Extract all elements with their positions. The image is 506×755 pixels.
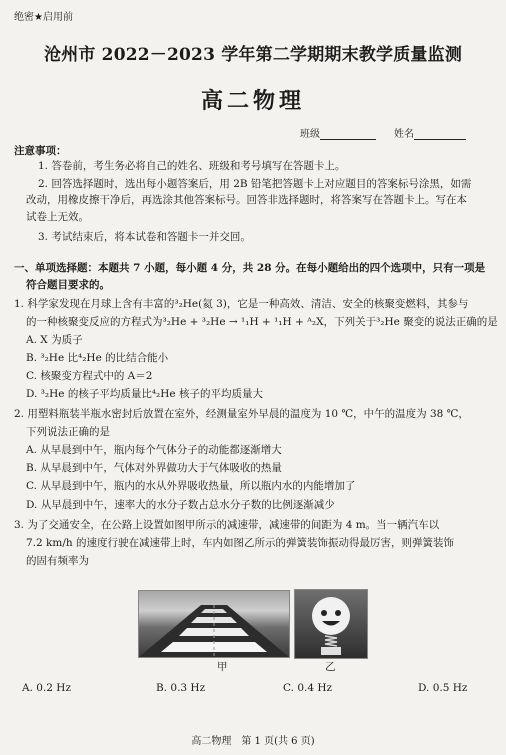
q2-option-b: B. 从早晨到中午，气体对外界做功大于气体吸收的热量: [26, 462, 282, 474]
name-label: 姓名: [394, 129, 414, 140]
q3-stem-line-1: 3. 为了交通安全，在公路上设置如图甲所示的减速带，减速带的间距为 4 m。当一辆汽车以: [14, 519, 440, 531]
section-heading-line-1: 一、单项选择题：本题共 7 小题，每小题 4 分，共 28 分。在每小题给出的四个选项中，只有一项是: [14, 262, 486, 274]
q1-option-b: B. ³₂He 比⁴₂He 的比结合能小: [26, 352, 169, 364]
q3-stem-line-3: 的固有频率为: [26, 555, 89, 567]
q1-stem-line-1: 1. 科学家发现在月球上含有丰富的³₂He(氦 3)，它是一种高效、清洁、安全的核聚变燃料，其参与: [14, 298, 469, 310]
q1-option-a: A. X 为质子: [26, 334, 83, 346]
class-blank: [320, 128, 376, 140]
q2-option-a: A. 从早晨到中午，瓶内每个气体分子的动能都逐渐增大: [26, 444, 282, 456]
class-field: [300, 125, 376, 140]
q3-stem-line-2: 7.2 km/h 的速度行驶在减速带上时，车内如图乙所示的弹簧装饰振动得最厉害，则弹簧装饰: [26, 537, 454, 549]
q2-option-c: C. 从早晨到中午，瓶内的水从外界吸收热量，所以瓶内水的内能增加了: [26, 480, 356, 492]
figure-b-label: 乙: [325, 661, 336, 673]
q1-option-d: D. ³₂He 的核子平均质量比⁴₂He 核子的平均质量大: [26, 388, 263, 400]
subject-title: 高二物理: [200, 88, 305, 114]
q3-option-d: D. 0.5 Hz: [418, 682, 468, 694]
note-2-line-3: 试卷上无效。: [26, 211, 89, 223]
notes-title: 注意事项：: [14, 145, 67, 157]
note-1: 1. 答卷前，考生务必将自己的姓名、班级和考号填写在答题卡上。: [38, 160, 346, 172]
exam-title: 沧州市 2022－2023 学年第二学期期末教学质量监测: [43, 45, 463, 65]
figure-a-label: 甲: [217, 661, 228, 673]
spring-toy-image: [294, 589, 368, 659]
q2-stem-line-1: 2. 用塑料瓶装半瓶水密封后放置在室外，经测量室外早晨的温度为 10 ℃，中午的温度为 38 ℃，: [14, 408, 469, 420]
q2-option-d: D. 从早晨到中午，速率大的水分子数占总水分子数的比例逐渐减少: [26, 499, 335, 511]
q3-option-c: C. 0.4 Hz: [283, 682, 333, 694]
page-footer: 高二物理 第 1 页(共 6 页): [191, 736, 315, 747]
secret-label: 绝密★启用前: [14, 12, 73, 23]
section-heading-line-2: 符合题目要求的。: [26, 279, 110, 291]
q3-option-a: A. 0.2 Hz: [22, 682, 71, 694]
q2-stem-line-2: 下列说法正确的是: [26, 426, 110, 438]
speed-bump-road-image: [138, 590, 290, 658]
name-blank: [414, 128, 466, 140]
note-2-line-2: 改动，用橡皮擦干净后，再选涂其他答案标号。回答非选择题时，将答案写在答题卡上。写在本: [26, 194, 467, 206]
q1-option-c: C. 核聚变方程式中的 A＝2: [26, 370, 153, 382]
note-2-line-1: 2. 回答选择题时，选出每小题答案后，用 2B 铅笔把答题卡上对应题目的答案标号涂黑，如需: [38, 178, 472, 190]
note-3: 3. 考试结束后，将本试卷和答题卡一并交回。: [38, 231, 251, 243]
q3-option-b: B. 0.3 Hz: [156, 682, 206, 694]
q1-stem-line-2: 的一种核聚变反应的方程式为³₂He + ³₂He → ¹₁H + ¹₁H + ᴬ₂X，下列关于³₂He 聚变的说法正确的是: [26, 316, 498, 328]
name-field: [394, 125, 466, 140]
class-label: 班级: [300, 129, 320, 140]
